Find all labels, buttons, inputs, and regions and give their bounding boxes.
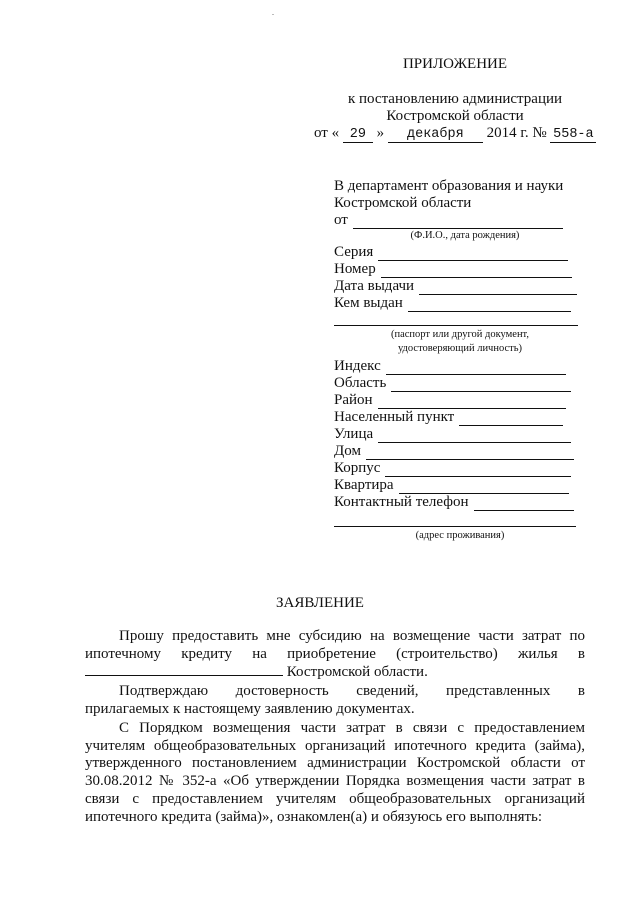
address-extra-line [334, 526, 576, 527]
address-index-label: Индекс [334, 358, 381, 374]
p1-line-2: ипотечному кредиту на приобретение (строительство) жилья в [85, 645, 585, 662]
address-locality-row [334, 409, 563, 426]
passport-extra-line [334, 325, 578, 326]
passport-issuer-label: Кем выдан [334, 295, 403, 311]
statement-title: ЗАЯВЛЕНИЕ [276, 595, 364, 611]
passport-issuer-row [334, 295, 571, 312]
address-locality-input[interactable] [459, 411, 563, 426]
address-house-row [334, 443, 574, 460]
fio-note: (Ф.И.О., дата рождения) [410, 230, 520, 241]
issue-month: декабря [388, 127, 483, 143]
from-fio-input[interactable] [353, 214, 563, 229]
address-district-row [334, 392, 566, 409]
addressee-line-1: В департамент образования и науки [334, 178, 564, 194]
passport-note-2: удостоверяющий личность) [397, 343, 523, 354]
appendix-title: ПРИЛОЖЕНИЕ [402, 56, 508, 72]
issue-day: 29 [343, 127, 373, 143]
address-district-label: Район [334, 392, 373, 408]
address-district-input[interactable] [378, 394, 566, 409]
passport-series-input[interactable] [378, 246, 568, 261]
passport-number-row [334, 261, 572, 278]
resolution-line-2: Костромской области [386, 108, 524, 124]
address-street-label: Улица [334, 426, 374, 442]
passport-series-label: Серия [334, 244, 374, 260]
address-house-label: Дом [334, 443, 361, 459]
address-street-input[interactable] [378, 428, 571, 443]
address-region-row [334, 375, 571, 392]
statement-paragraph-1 [85, 628, 585, 682]
address-locality-label: Населенный пункт [334, 409, 455, 425]
address-flat-row [334, 477, 569, 494]
passport-date-row [334, 278, 577, 295]
scan-mark [272, 14, 274, 15]
address-flat-input[interactable] [399, 479, 569, 494]
address-phone-input[interactable] [474, 496, 574, 511]
address-phone-label: Контактный телефон [334, 494, 469, 510]
address-building-input[interactable] [385, 462, 571, 477]
passport-date-label: Дата выдачи [334, 278, 415, 294]
address-flat-label: Квартира [334, 477, 394, 493]
address-region-label: Область [334, 375, 387, 391]
passport-number-label: Номер [334, 261, 376, 277]
issue-prefix: от « [314, 125, 340, 141]
p2-line-1: Подтверждаю достоверность сведений, представленных в [119, 683, 585, 699]
from-label: от [334, 212, 348, 228]
address-house-input[interactable] [366, 445, 574, 460]
issue-number: 558-а [550, 127, 596, 143]
issue-date-line [314, 125, 596, 143]
address-region-input[interactable] [391, 377, 571, 392]
p1-line-3-text: Костромской области. [286, 664, 428, 680]
address-street-row [334, 426, 571, 443]
address-building-label: Корпус [334, 460, 381, 476]
issue-mid: » [376, 125, 385, 141]
passport-note-1: (паспорт или другой документ, [391, 329, 529, 340]
passport-series-row [334, 244, 568, 261]
addressee-line-2: Костромской области [334, 195, 472, 211]
passport-issuer-input[interactable] [408, 297, 571, 312]
from-row [334, 212, 563, 229]
address-note: (адрес проживания) [415, 530, 505, 541]
p1-line-3 [85, 663, 585, 682]
p2-line-2: прилагаемых к настоящему заявлению документах. [85, 700, 415, 717]
address-index-row [334, 358, 566, 375]
address-phone-row [334, 494, 574, 511]
passport-date-input[interactable] [419, 280, 577, 295]
statement-paragraph-3: С Порядком возмещения части затрат в связи с предоставлением учителям общеобразовательных организаций ипотечного кредита (займа), утвержденного постановлением администрации Костромской области от 30.08.2012 № 352-а «Об утверждении Порядка возмещения части затрат в связи с предоставлением учителям общеобразовательных организаций ипотечного кредита (займа)», ознакомлен(а) и обязуюсь его выполнять: [85, 720, 585, 825]
p1-blank-line [85, 663, 283, 676]
resolution-line-1: к постановлению администрации [347, 91, 563, 107]
address-index-input[interactable] [386, 360, 566, 375]
statement-paragraph-2 [85, 683, 585, 718]
passport-number-input[interactable] [381, 263, 572, 278]
address-building-row [334, 460, 571, 477]
issue-year: 2014 г. № [486, 125, 547, 141]
p1-line-1: Прошу предоставить мне субсидию на возмещение части затрат по [119, 628, 585, 644]
